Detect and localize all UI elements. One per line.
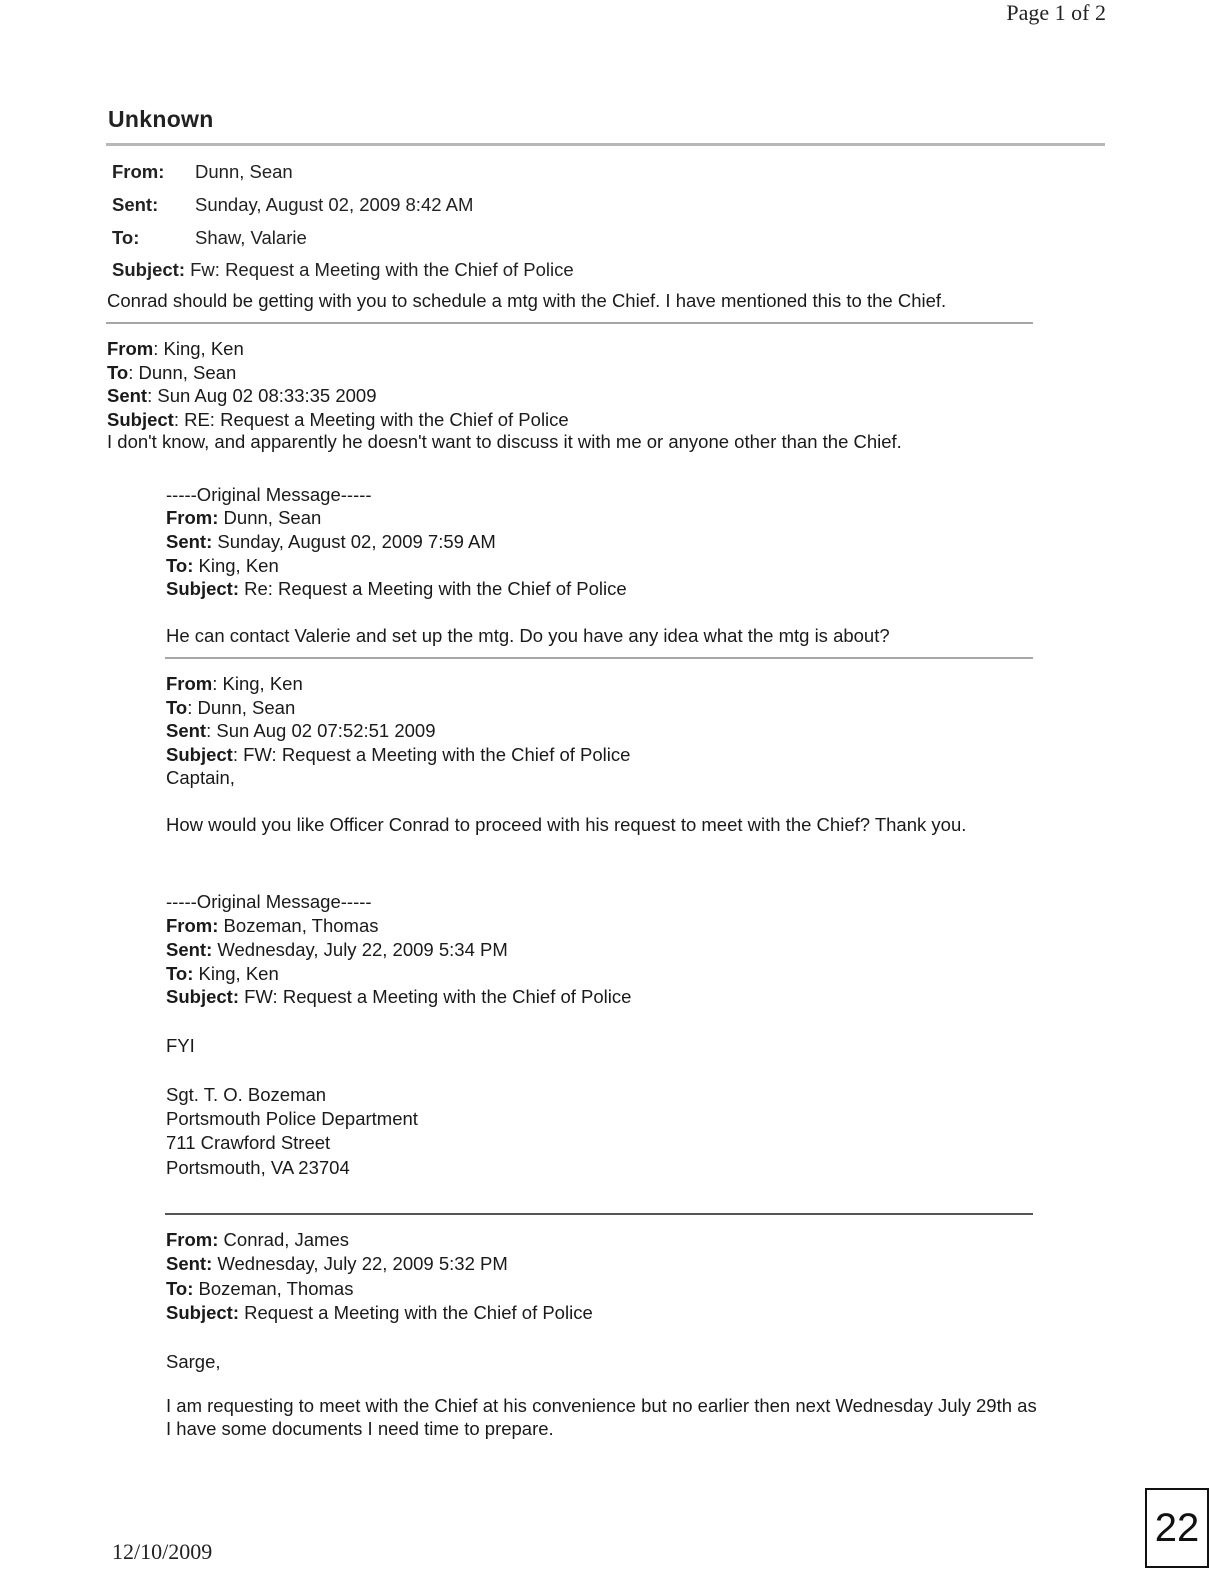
msg1-from-label: From [107, 338, 154, 359]
msg3-from-label: From [166, 673, 213, 694]
msg1-from [107, 338, 244, 360]
msg1-to-value: : Dunn, Sean [128, 362, 237, 383]
msg4-from-label: From: [166, 915, 219, 936]
msg5-from-label: From: [166, 1229, 219, 1250]
msg4-to-label: To: [166, 963, 194, 984]
signature-line: Portsmouth, VA 23704 [166, 1156, 350, 1178]
msg5-sent [166, 1253, 508, 1275]
message-divider [165, 657, 1033, 659]
msg5-subject-label: Subject: [166, 1302, 239, 1323]
msg2-subject [166, 578, 627, 600]
msg3-from [166, 673, 303, 695]
msg3-sent [166, 720, 436, 742]
print-date: 12/10/2009 [112, 1539, 213, 1564]
msg3-to [166, 697, 295, 719]
msg4-subject-label: Subject: [166, 986, 239, 1007]
msg5-from-value: Conrad, James [218, 1229, 350, 1250]
msg2-subject-label: Subject: [166, 578, 239, 599]
msg1-subject [107, 409, 569, 431]
header-to-value: Shaw, Valarie [195, 227, 307, 248]
msg3-sent-label: Sent [166, 720, 207, 741]
msg4-sent-value: Wednesday, July 22, 2009 5:34 PM [212, 939, 508, 960]
msg4-signature [166, 1083, 418, 1180]
msg1-to [107, 362, 236, 384]
signature-line: 711 Crawford Street [166, 1132, 331, 1154]
msg5-subject-value: Request a Meeting with the Chief of Police [238, 1302, 593, 1323]
msg3-greeting: Captain, [166, 767, 235, 788]
msg4-subject-value: FW: Request a Meeting with the Chief of Police [238, 986, 632, 1007]
msg3-to-value: : Dunn, Sean [187, 697, 296, 718]
msg2-to-label: To: [166, 555, 194, 576]
msg5-from [166, 1229, 349, 1251]
msg4-body: FYI [166, 1035, 195, 1056]
msg2-to-value: King, Ken [193, 555, 279, 576]
exhibit-number-box: 22 [1145, 1488, 1209, 1568]
msg2-sent-value: Sunday, August 02, 2009 7:59 AM [212, 531, 496, 552]
msg2-sent [166, 531, 496, 553]
signature-line: Sgt. T. O. Bozeman [166, 1084, 327, 1105]
header-sent-row [112, 194, 473, 216]
header-subject-row [112, 259, 574, 281]
msg5-to [166, 1278, 353, 1300]
msg2-to [166, 555, 279, 577]
title-divider [106, 143, 1105, 146]
header-subject-label: Subject: [112, 259, 185, 280]
msg3-from-value: : King, Ken [212, 673, 303, 694]
msg2-body: He can contact Valerie and set up the mtg. Do you have any idea what the mtg is about? [166, 625, 890, 646]
header-to-label: To: [112, 227, 140, 248]
msg3-sent-value: : Sun Aug 02 07:52:51 2009 [206, 720, 436, 741]
msg4-original-marker: -----Original Message----- [166, 891, 372, 912]
msg4-from [166, 915, 379, 937]
header-sent-label: Sent: [112, 194, 159, 215]
msg2-subject-value: Re: Request a Meeting with the Chief of Police [238, 578, 627, 599]
msg5-to-value: Bozeman, Thomas [193, 1278, 354, 1299]
msg5-body: I am requesting to meet with the Chief at his convenience but no earlier then next Wednesday July 29th as I have some documents I need time to prepare. [166, 1395, 1037, 1439]
msg2-from-label: From: [166, 507, 219, 528]
msg1-subject-label: Subject [107, 409, 174, 430]
page-number: Page 1 of 2 [1006, 0, 1106, 25]
msg3-subject-value: : FW: Request a Meeting with the Chief of Police [232, 744, 631, 765]
msg5-greeting: Sarge, [166, 1351, 221, 1372]
msg2-from [166, 507, 321, 529]
message-divider [165, 1213, 1033, 1215]
msg4-subject [166, 986, 631, 1008]
msg5-sent-label: Sent: [166, 1253, 213, 1274]
msg4-sent [166, 939, 508, 961]
msg1-from-value: : King, Ken [153, 338, 244, 359]
message-divider [106, 322, 1033, 324]
msg1-sent-label: Sent [107, 385, 148, 406]
msg5-subject [166, 1302, 593, 1324]
msg1-subject-value: : RE: Request a Meeting with the Chief of Police [173, 409, 569, 430]
msg2-sent-label: Sent: [166, 531, 213, 552]
msg1-sent [107, 385, 377, 407]
msg3-to-label: To [166, 697, 188, 718]
msg1-body: I don't know, and apparently he doesn't want to discuss it with me or anyone other than the Chief. [107, 431, 902, 452]
msg2-original-marker: -----Original Message----- [166, 484, 372, 505]
msg3-body: How would you like Officer Conrad to proceed with his request to meet with the Chief? Thank you. [166, 814, 967, 835]
msg4-from-value: Bozeman, Thomas [218, 915, 379, 936]
msg2-from-value: Dunn, Sean [218, 507, 322, 528]
header-sent-value: Sunday, August 02, 2009 8:42 AM [195, 194, 474, 215]
msg3-subject [166, 744, 630, 766]
header-subject-value: Fw: Request a Meeting with the Chief of Police [190, 259, 574, 280]
msg4-to-value: King, Ken [193, 963, 279, 984]
signature-line: Portsmouth Police Department [166, 1108, 418, 1130]
header-to-row [112, 227, 307, 249]
msg4-to [166, 963, 279, 985]
header-from-row [112, 161, 293, 183]
msg3-subject-label: Subject [166, 744, 233, 765]
msg5-to-label: To: [166, 1278, 194, 1299]
header-body: Conrad should be getting with you to schedule a mtg with the Chief. I have mentioned this to the Chief. [107, 290, 947, 311]
header-from-label: From: [112, 161, 165, 182]
msg5-sent-value: Wednesday, July 22, 2009 5:32 PM [212, 1253, 508, 1274]
document-title: Unknown [108, 106, 214, 132]
header-from-value: Dunn, Sean [195, 161, 293, 182]
msg4-sent-label: Sent: [166, 939, 213, 960]
msg1-to-label: To [107, 362, 129, 383]
msg1-sent-value: : Sun Aug 02 08:33:35 2009 [147, 385, 377, 406]
